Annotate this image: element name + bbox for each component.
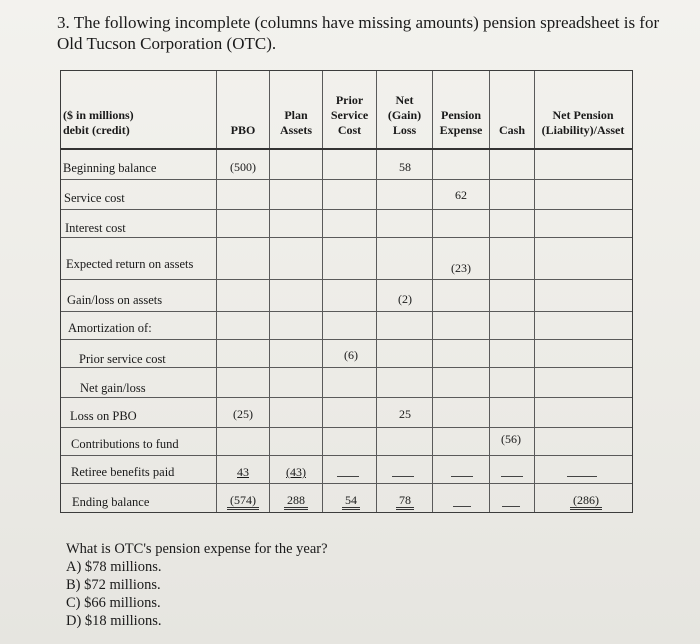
row-label-ending-balance: Ending balance xyxy=(72,495,150,509)
row-label-expected-return: Expected return on assets xyxy=(66,257,194,271)
header-net-pension: Net Pension xyxy=(552,108,614,122)
value-loss-net-gain: 25 xyxy=(399,407,411,421)
row-label-gain-loss-assets: Gain/loss on assets xyxy=(67,293,163,307)
grid-line xyxy=(61,367,632,368)
value-retiree-pbo: 43 xyxy=(237,465,249,479)
pension-spreadsheet xyxy=(60,70,633,513)
header-prior-service-cost: Prior xyxy=(335,93,364,107)
value-contributions-cash: (56) xyxy=(501,432,521,446)
grid-line xyxy=(61,148,632,150)
option-b[interactable]: B) $72 millions. xyxy=(66,577,161,593)
option-c[interactable]: C) $66 millions. xyxy=(66,595,161,611)
value-beginning-pbo: (500) xyxy=(230,160,256,174)
grid-line xyxy=(61,483,632,484)
header-cash: Cash xyxy=(498,123,525,137)
header-plan-assets: Assets xyxy=(280,123,312,137)
grid-line xyxy=(61,279,632,280)
value-ending-assets: 288 xyxy=(271,493,321,508)
value-ending-net-gain: 78 xyxy=(380,493,430,508)
row-label-interest-cost: Interest cost xyxy=(65,221,126,235)
value-service-cost-pension: 62 xyxy=(455,188,467,202)
grid-line xyxy=(61,311,632,312)
header-sign: debit (credit) xyxy=(63,123,130,137)
grid-line xyxy=(61,209,632,210)
value-ending-psc: 54 xyxy=(326,493,376,508)
grid-line xyxy=(216,71,217,512)
grid-line xyxy=(61,427,632,428)
option-a[interactable]: A) $78 millions. xyxy=(66,559,162,575)
grid-line xyxy=(376,71,377,512)
grid-line xyxy=(61,397,632,398)
row-label-beginning-balance: Beginning balance xyxy=(63,161,157,175)
blank-dash xyxy=(502,506,520,507)
header-net-gain-loss: (Gain) xyxy=(387,108,422,122)
row-label-contributions: Contributions to fund xyxy=(71,437,179,451)
blank-dash xyxy=(453,506,471,507)
value-ending-pbo: (574) xyxy=(218,493,268,508)
grid-line xyxy=(322,71,323,512)
grid-line xyxy=(61,237,632,238)
multiple-choice xyxy=(66,540,328,630)
header-net-gain-loss: Loss xyxy=(392,123,417,137)
blank-dash xyxy=(567,476,597,477)
grid-line xyxy=(61,339,632,340)
blank-dash xyxy=(451,476,473,477)
grid-line xyxy=(61,455,632,456)
header-prior-service-cost: Cost xyxy=(337,123,362,137)
header-pension-expense: Pension xyxy=(440,108,481,122)
grid-line xyxy=(61,179,632,180)
value-gain-loss-net: (2) xyxy=(398,292,412,306)
value-retiree-assets: (43) xyxy=(286,465,306,479)
row-label-service-cost: Service cost xyxy=(64,191,125,205)
grid-line xyxy=(269,71,270,512)
option-d[interactable]: D) $18 millions. xyxy=(66,613,162,629)
row-label-loss-on-pbo: Loss on PBO xyxy=(70,409,137,423)
header-net-gain-loss: Net xyxy=(395,93,414,107)
question-text: 3. The following incomplete (columns have missing amounts) pension spreadsheet is for Old Tucson Corporation (OTC). xyxy=(57,13,660,53)
row-label-amortization: Amortization of: xyxy=(68,321,152,335)
header-pbo: PBO xyxy=(230,123,256,137)
value-ending-net-pension: (286) xyxy=(556,493,616,508)
row-label-retiree-benefits: Retiree benefits paid xyxy=(71,465,175,479)
header-plan-assets: Plan xyxy=(284,108,308,122)
value-loss-pbo: (25) xyxy=(233,407,253,421)
header-prior-service-cost: Service xyxy=(330,108,369,122)
mcq-prompt: What is OTC's pension expense for the year? xyxy=(66,541,328,557)
value-beginning-net-gain: 58 xyxy=(399,160,411,174)
header-pension-expense: Expense xyxy=(439,123,483,137)
blank-dash xyxy=(392,476,414,477)
row-label-prior-service-cost: Prior service cost xyxy=(79,352,166,366)
row-label-net-gain-loss: Net gain/loss xyxy=(80,381,146,395)
header-unit: ($ in millions) xyxy=(63,108,134,122)
header-net-pension: (Liability)/Asset xyxy=(541,123,625,137)
blank-dash xyxy=(501,476,523,477)
value-prior-service-amortization: (6) xyxy=(344,348,358,362)
value-expected-return-pension: (23) xyxy=(451,261,471,275)
grid-line xyxy=(432,71,433,512)
blank-dash xyxy=(337,476,359,477)
